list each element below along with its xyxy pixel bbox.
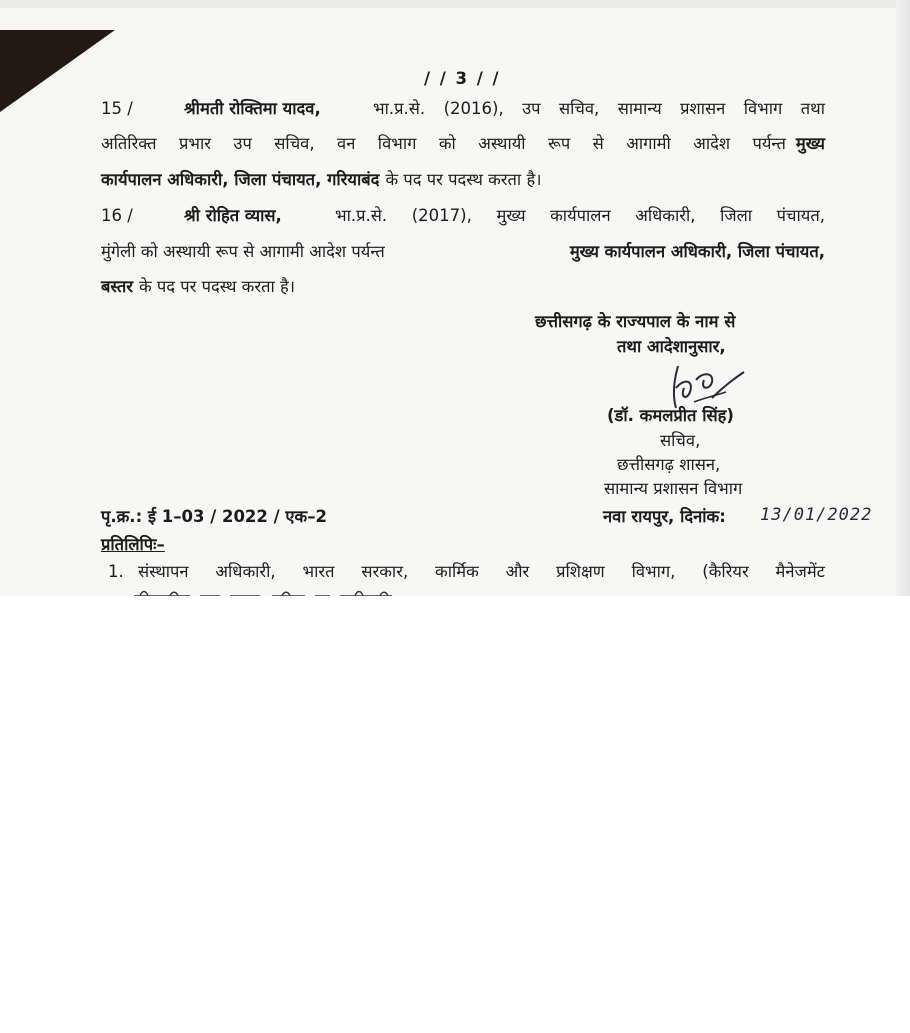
item-16-line2	[101, 244, 825, 261]
reference-number: पृ.क्र.: ई 1–03 / 2022 / एक–2	[101, 507, 327, 526]
place-date-label: नवा रायपुर, दिनांक:	[603, 507, 726, 526]
item-16-line3	[101, 279, 295, 296]
item-16-line2-bold: मुख्य कार्यपालन अधिकारी, जिला पंचायत,	[569, 242, 825, 261]
authority-line-1: छत्तीसगढ़ के राज्यपाल के नाम से	[535, 312, 736, 331]
item-16-number: 16 /	[101, 206, 133, 225]
item-15-line3-bold: कार्यपालन अधिकारी, जिला पंचायत, गरियाबंद	[101, 170, 380, 189]
paper-top-edge	[0, 0, 910, 8]
corner-shadow	[0, 0, 120, 115]
item-15-line3	[101, 172, 541, 189]
copy-to-heading: प्रतिलिपिः–	[101, 535, 165, 554]
signatory-designation: सचिव,	[660, 431, 701, 450]
item-16-line3-rest: के पद पर पदस्थ करता है।	[139, 277, 296, 296]
item-15-name: श्रीमती रोक्तिमा यादव,	[184, 99, 321, 118]
handwritten-date-text: 13/01/2022	[760, 505, 873, 525]
item-15-number: 15 /	[101, 99, 133, 118]
signatory-name: (डॉ. कमलप्रीत सिंह)	[607, 406, 734, 425]
signatory-department: सामान्य प्रशासन विभाग	[604, 479, 743, 498]
copy-item-1-number: 1.	[108, 562, 124, 581]
handwritten-date	[760, 505, 900, 531]
cut-off-text-fragment	[130, 586, 430, 596]
item-15-line3-rest: के पद पर पदस्थ करता है।	[385, 170, 542, 189]
item-16-line2-text: मुंगेली को अस्थायी रूप से आगामी आदेश पर्यन्त	[101, 242, 385, 261]
item-15-line1: भा.प्र.से. (2016), उप सचिव, सामान्य प्रशासन विभाग तथा	[373, 99, 825, 118]
item-16-line1: भा.प्र.से. (2017), मुख्य कार्यपालन अधिकारी, जिला पंचायत,	[335, 206, 825, 225]
item-16-line3-bold: बस्तर	[101, 277, 133, 296]
item-16-name: श्री रोहित व्यास,	[184, 206, 282, 225]
item-15-line2-text: अतिरिक्त प्रभार उप सचिव, वन विभाग को अस्थायी रूप से आगामी आदेश पर्यन्त	[101, 134, 786, 153]
signatory-government: छत्तीसगढ़ शासन,	[617, 455, 721, 474]
item-15-line2	[101, 136, 825, 153]
copy-item-1-text: संस्थापन अधिकारी, भारत सरकार, कार्मिक और प्रशिक्षण विभाग, (कैरियर मैनेजमेंट	[138, 562, 825, 581]
item-15-line2-bold: मुख्य	[795, 134, 825, 153]
page-marker: / / 3 / /	[424, 69, 501, 88]
blank-area	[0, 596, 910, 1033]
authority-line-2: तथा आदेशानुसार,	[617, 337, 726, 356]
